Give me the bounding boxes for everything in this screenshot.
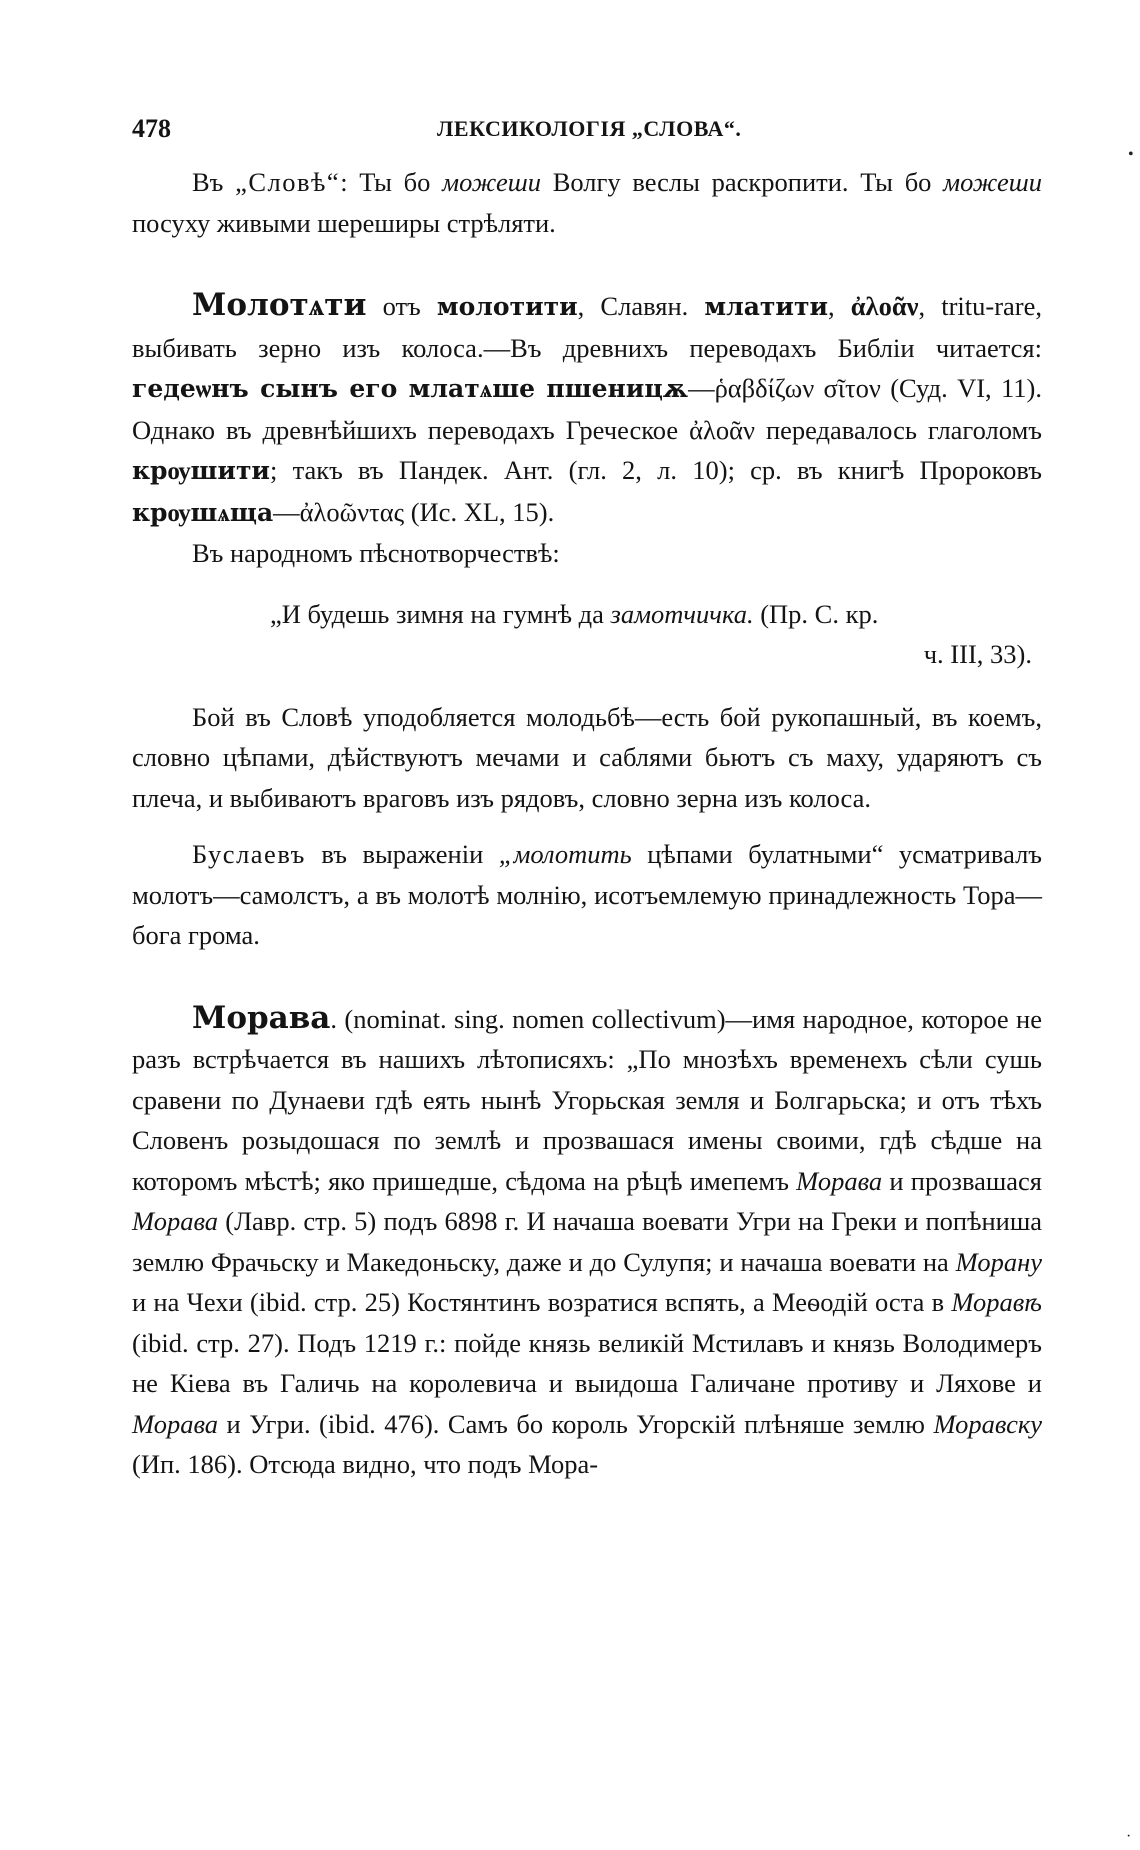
italic-run: „молотить — [498, 839, 632, 869]
paragraph-folk-intro: Въ народномъ пѣснотворчествѣ: — [192, 538, 560, 568]
running-title: ЛЕКСИКОЛОГІЯ „СЛОВА“. — [437, 116, 742, 141]
text-run: , tritu-rare, выбивать зерно изъ колоса.—Въ древнихъ переводахъ Библіи читается: — [132, 291, 1042, 363]
margin-dot-mark: • — [1128, 146, 1134, 163]
text-run: (Лавр. стр. 5) подъ 6898 г. И начаша воевати Угри на Греки и попѣниша землю Фрачьску и Македоньску, даже и до Сулупя; и начаша воевати на — [132, 1206, 1042, 1277]
italic-run: Моравску — [933, 1408, 1042, 1439]
italic-run: Моравѣ — [951, 1287, 1042, 1317]
page-body — [132, 162, 1042, 1485]
text-run: отъ — [366, 291, 437, 321]
text-run: , — [828, 291, 851, 321]
text-run: и прозвашася — [882, 1165, 1042, 1196]
text-run: : Ты бо — [340, 167, 443, 197]
text-run: , Славян. — [577, 291, 705, 321]
quote-line-1 — [270, 594, 1042, 635]
text-run: Въ — [192, 167, 236, 197]
italic-run: можеши — [442, 167, 541, 197]
text-run: Буслаевъ — [192, 839, 306, 869]
entry-morava — [132, 998, 1042, 1485]
paragraph-battle: Бой въ Словѣ уподобляется молодьбѣ—есть бой рукопашный, въ коемъ, словно цѣпами, дѣйствуютъ мечами и саблями бьютъ съ маху, ударяютъ съ плеча, и выбиваютъ враговъ изъ рядовъ, словно зерна изъ колоса. — [132, 701, 1042, 813]
paragraph-buslaev — [132, 834, 1042, 956]
text-run: (ibid. стр. 27). Подъ 1219 г.: пойде князь великій Мстилавъ и князь Володимеръ не Кіева въ Галичь на королевича и выидоша Галичане противу и Ляхове и — [132, 1327, 1042, 1398]
entry-headword: Морава — [192, 999, 331, 1036]
italic-run: Морава — [796, 1165, 883, 1196]
page-header — [132, 108, 912, 148]
text-run: и на Чехи (ibid. стр. 25) Костянтинъ возратися вспять, а Меѳодій оста в — [132, 1287, 952, 1317]
text-run: и Угри. (ibid. 476). Самъ бо король Угорскій плѣняше землю — [218, 1408, 934, 1439]
italic-run: Морава — [132, 1408, 219, 1439]
text-run: цѣпами булатными“ усматривалъ молотъ—самолстъ, а въ молотѣ молнію, исотъемлемую принадлежность Тора—бога грома. — [132, 839, 1042, 950]
text-run: въ выраженіи — [305, 839, 499, 869]
text-run: (Ип. 186). Отсюда видно, что подъ Мора- — [132, 1449, 599, 1479]
italic-run: Морану — [955, 1246, 1042, 1277]
text-run: —ἀλοῶντας (Ис. XL, 15). — [273, 496, 555, 527]
text-run: „И будешь зимня на гумнѣ да — [270, 598, 611, 629]
greek-word: ἀλοᾶν — [850, 291, 919, 321]
italic-run: замотчичка. — [610, 598, 754, 629]
folk-song-quote — [132, 594, 1042, 675]
paragraph-slovo-quote — [132, 162, 1042, 243]
text-run: ; такъ въ Пандек. Ант. (гл. 2, л. 10); ср. въ книгѣ Пророковъ — [269, 455, 1042, 485]
margin-corner-mark: · — [1126, 1828, 1132, 1845]
church-slavonic-word: млатити — [704, 292, 828, 321]
church-slavonic-word: молотити — [436, 292, 578, 321]
entry-molotyati — [132, 285, 1042, 533]
text-run: —ῥαβδίζων σῖτον (Суд. VI, 11). Однако въ древнѣйшихъ переводахъ Греческое ἀλοᾶν передавалось глаголомъ — [132, 373, 1042, 445]
entry-headword: Молотѧти — [192, 287, 367, 323]
text-run: (Пр. С. кр. — [753, 598, 879, 629]
church-slavonic-quote: гедеѡнъ сынъ его млатѧше пшеницѫ — [132, 374, 689, 403]
quote-line-2: ч. III, 33). — [923, 639, 1032, 669]
church-slavonic-word: крѹшѧща — [132, 497, 274, 527]
text-run: . (nominat. sing. nomen collectivum)—имя народное, которое не разъ встрѣчается въ нашихъ лѣтописяхъ: „По мнозѣхъ временехъ сѣли сушь сравени по Дунаеви гдѣ еять нынѣ Угорьская земля и Болгарьска; и отъ тѣхъ Словенъ розыдошася по землѣ и прозвашася имены своими, гдѣ сѣдше на которомъ мѣстѣ; яко пришедше, сѣдома на рѣцѣ имепемъ — [132, 1003, 1042, 1196]
church-slavonic-word: крѹшити — [132, 456, 270, 485]
italic-run: Морава — [132, 1206, 219, 1236]
text-run: „Словѣ“ — [235, 167, 341, 197]
text-run: Волгу веслы раскропити. Ты бо — [540, 167, 944, 197]
page-number: 478 — [132, 114, 171, 143]
text-run: посуху живыми шереширы стрѣляти. — [132, 207, 556, 238]
italic-run: можеши — [943, 167, 1042, 197]
